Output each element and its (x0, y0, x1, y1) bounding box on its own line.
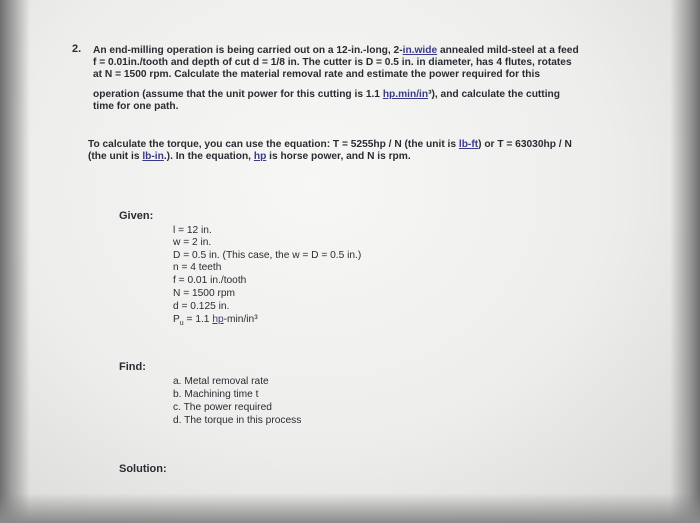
unit-power-hp-link[interactable]: hp (212, 314, 224, 325)
torque-note-2-post: is horse power, and N is rpm. (266, 151, 411, 162)
unit-power-value: = 1.1 (183, 314, 213, 325)
given-heading: Given: (119, 210, 154, 222)
find-item-c: c. The power required (173, 402, 272, 413)
find-item-d: d. The torque in this process (173, 415, 302, 426)
problem-line-3-text: at N = 1500 rpm. Calculate the material removal rate and estimate the power required for this (93, 69, 540, 80)
unit-power-subscript: u (179, 320, 184, 328)
torque-note-2-pre: (the unit is (88, 151, 143, 162)
right-edge-shadow (670, 0, 700, 523)
problem-line-2-text: f = 0.01in./tooth and depth of cut d = 1/8 in. The cutter is D = 0.5 in. in diameter, has 4 flutes, rotates (93, 57, 572, 68)
unit-power-unit: -min/in³ (223, 314, 258, 325)
problem-line-5 (93, 101, 178, 112)
given-item-unit-power (173, 314, 258, 329)
given-item-width: w = 2 in. (173, 237, 212, 248)
problem-line-5-text: time for one path. (93, 101, 179, 112)
given-item-diameter: D = 0.5 in. (This case, the w = D = 0.5 in.) (173, 250, 362, 261)
torque-unit-link-lbft[interactable]: lb-ft (458, 139, 479, 150)
torque-note-1-post: ) or T = 63030hp / N (478, 139, 572, 150)
problem-line-2 (93, 57, 572, 68)
problem-line-3 (93, 69, 540, 80)
solution-heading: Solution: (119, 463, 167, 475)
given-item-feed: f = 0.01 in./tooth (173, 275, 247, 286)
problem-line-1 (93, 45, 579, 56)
given-item-depth: d = 0.125 in. (173, 301, 230, 312)
torque-note-line-2 (88, 151, 411, 162)
problem-line-4-pre: operation (assume that the unit power for this cutting is 1.1 (93, 89, 383, 100)
problem-line-4-post: ³), and calculate the cutting (428, 89, 560, 100)
given-item-length: l = 12 in. (173, 225, 212, 236)
problem-line-4 (93, 89, 560, 100)
torque-note-1-pre: To calculate the torque, you can use the equation: T = 5255hp / N (the unit is (88, 139, 459, 150)
given-item-teeth: n = 4 teeth (173, 262, 222, 273)
find-heading: Find: (119, 361, 146, 373)
torque-note-line-1 (88, 139, 572, 150)
torque-unit-link-lbin[interactable]: lb-in (142, 151, 164, 162)
hp-link[interactable]: hp (253, 151, 267, 162)
bottom-shadow (0, 493, 700, 523)
find-item-b: b. Machining time t (173, 389, 259, 400)
torque-note-2-mid: .). In the equation, (163, 151, 254, 162)
problem-line-1-pre: An end-milling operation is being carried out on a 12-in.-long, 2- (93, 45, 403, 56)
problem-line-1-link[interactable]: in.wide (402, 45, 438, 56)
problem-line-4-link[interactable]: hp.min/in (382, 89, 429, 100)
problem-line-1-post: annealed mild-steel at a feed (437, 45, 579, 56)
problem-number: 2. (72, 43, 82, 55)
given-item-rpm: N = 1500 rpm (173, 288, 236, 299)
unit-power-symbol: P (173, 314, 180, 325)
find-item-a: a. Metal removal rate (173, 376, 269, 387)
left-edge-shadow (0, 0, 30, 523)
